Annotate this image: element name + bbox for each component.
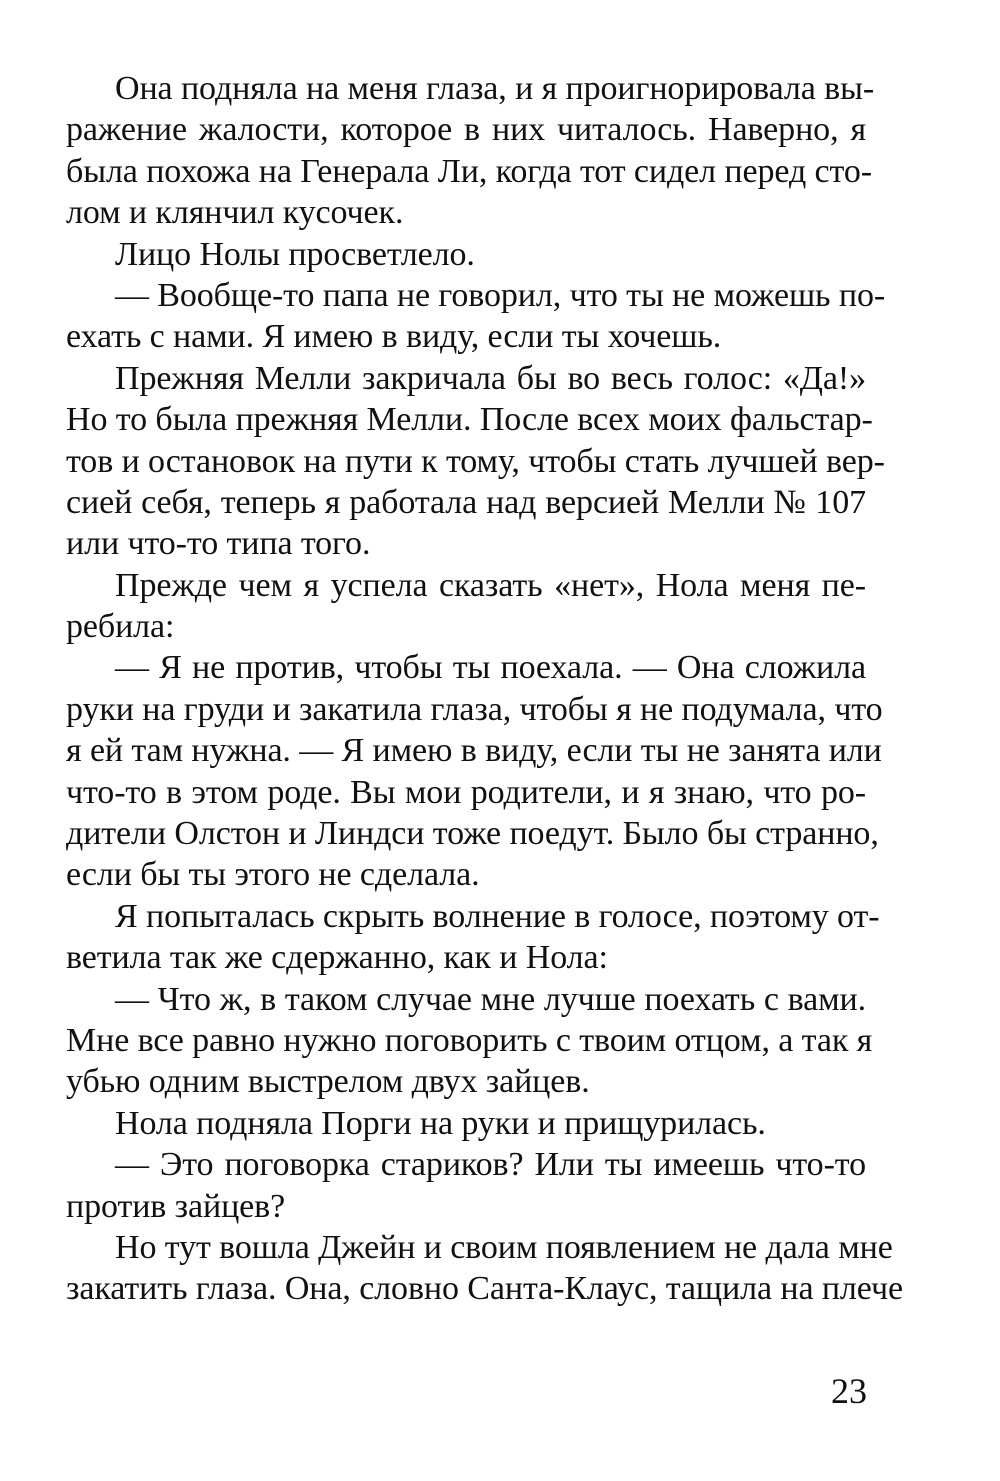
text-line: — Это поговорка стариков? Или ты имеешь что-то (115, 1146, 866, 1184)
text-line: если бы ты этого не сделала. (66, 856, 480, 894)
text-line: Прежде чем я успела сказать «нет», Нола меня пе- (115, 566, 866, 604)
text-line: Но тут вошла Джейн и своим появлением не дала мне (115, 1228, 893, 1266)
text-line: Но то была прежняя Мелли. После всех моих фальстар- (66, 401, 873, 439)
text-line: Она подняла на меня глаза, и я проигнорировала вы- (115, 70, 875, 107)
text-line: — Что ж, в таком случае мне лучше поехать с вами. (115, 980, 866, 1018)
text-line: что-то в этом роде. Вы мои родители, и я знаю, что ро- (66, 773, 866, 811)
text-line: сией себя, теперь я работала над версией Мелли № 107 (66, 483, 866, 521)
text-line: тов и остановок на пути к тому, чтобы стать лучшей вер- (66, 442, 885, 480)
text-line: Я попыталась скрыть волнение в голосе, поэтому от- (115, 897, 880, 935)
text-line: Нола подняла Порги на руки и прищурилась. (115, 1104, 766, 1142)
text-line: — Вообще-то папа не говорил, что ты не можешь по- (115, 276, 886, 314)
text-line: Мне все равно нужно поговорить с твоим отцом, а так я (66, 1021, 873, 1059)
text-line: была похожа на Генерала Ли, когда тот сидел перед сто- (66, 152, 872, 190)
text-line: ветила так же сдержанно, как и Нола: (66, 939, 608, 977)
text-line: лом и клянчил кусочек. (66, 194, 404, 232)
text-line: закатить глаза. Она, словно Санта-Клаус, тащила на плече (66, 1270, 903, 1308)
text-line: убью одним выстрелом двух зайцев. (66, 1063, 590, 1101)
text-line: я ей там нужна. — Я имею в виду, если ты не занята или (66, 732, 882, 770)
text-line: ражение жалости, которое в них читалось. Наверно, я (66, 111, 866, 149)
text-line: — Я не против, чтобы ты поехала. — Она сложила (115, 649, 866, 687)
page-number: 23 (831, 1371, 867, 1411)
text-line: Прежняя Мелли закричала бы во весь голос: «Да!» (115, 359, 866, 397)
text-line: ребила: (66, 608, 175, 646)
text-line: против зайцев? (66, 1187, 286, 1225)
text-line: руки на груди и закатила глаза, чтобы я не подумала, что (66, 690, 883, 728)
text-line: или что-то типа того. (66, 525, 371, 563)
text-line: ехать с нами. Я имею в виду, если ты хочешь. (66, 318, 722, 356)
text-line: дители Олстон и Линдси тоже поедут. Было бы странно, (66, 815, 879, 853)
text-line: Лицо Нолы просветлело. (115, 235, 475, 273)
body-text (66, 68, 903, 1310)
